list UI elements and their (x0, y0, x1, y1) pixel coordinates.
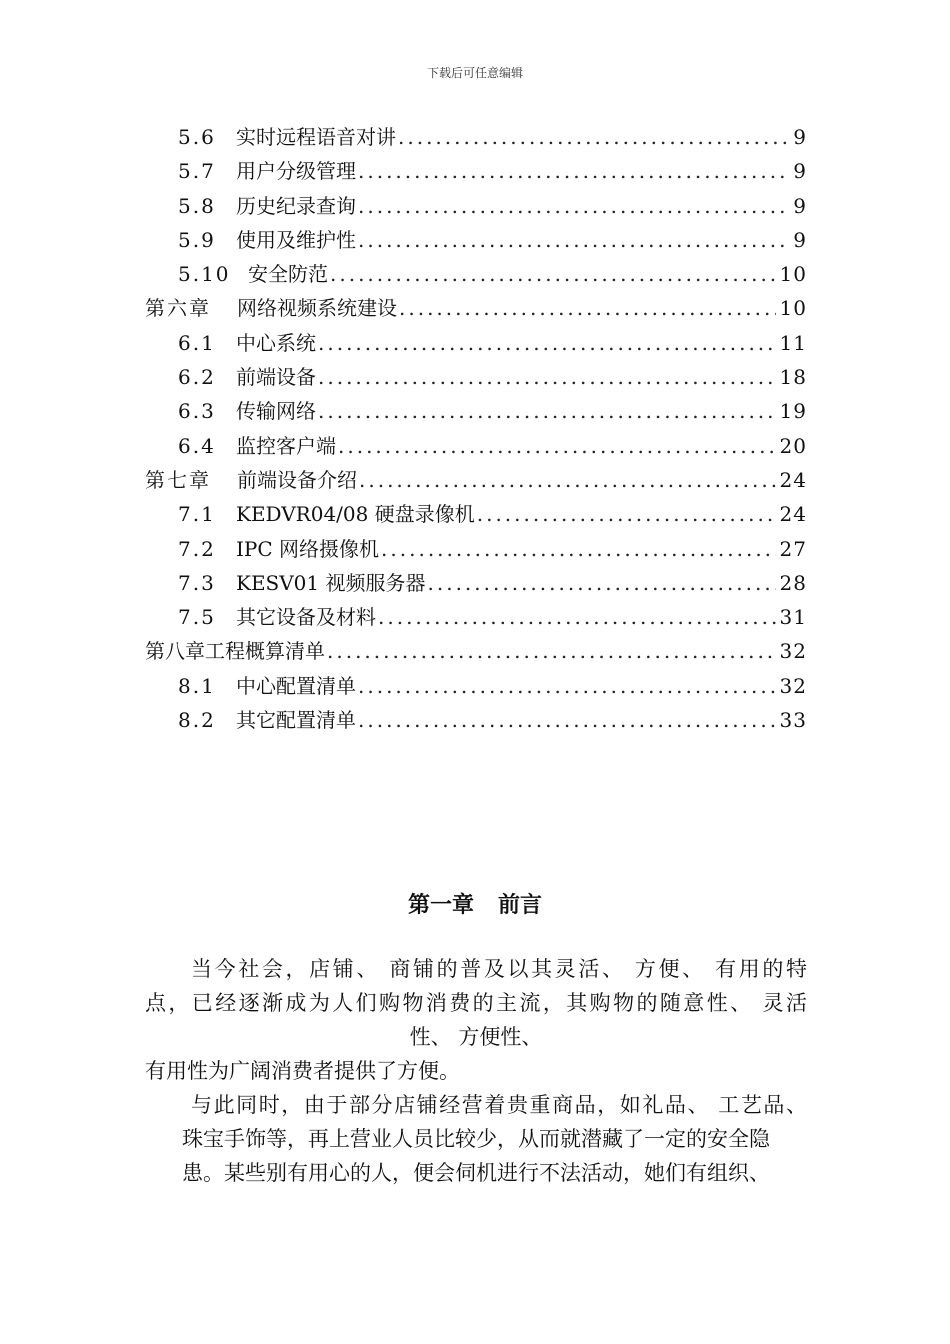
toc-entry-number: 5.10 (178, 262, 231, 287)
toc-entry-page: 32 (779, 673, 807, 698)
toc-entry[interactable] (145, 669, 807, 703)
toc-entry-number: 6.3 (178, 399, 216, 424)
toc-dot-leader (356, 703, 776, 737)
toc-entry-number: 6.1 (178, 330, 216, 355)
paragraph-line: 有用性为广阔消费者提供了方便。 (145, 1059, 460, 1083)
toc-entry-title: 实时远程语音对讲 (236, 125, 396, 149)
chapter-title: 前言 (498, 893, 543, 918)
paragraph-line: 当今社会，店铺、 商铺的普及以其灵活、 方便、 有用的特 (191, 957, 807, 981)
toc-entry-page: 10 (779, 296, 807, 321)
toc-entry-page: 20 (779, 433, 807, 458)
body-paragraph (145, 1088, 807, 1190)
toc-entry[interactable] (145, 154, 807, 188)
toc-entry-title: 网络视频系统建设 (237, 296, 397, 321)
toc-entry-page: 18 (779, 365, 807, 390)
toc-entry-number: 7.5 (178, 605, 216, 630)
toc-entry-page: 24 (779, 467, 807, 492)
toc-entry-number: 8.2 (178, 708, 216, 733)
toc-dot-leader (397, 291, 776, 325)
toc-entry-title: 用户分级管理 (236, 159, 356, 184)
toc-entry-number: 5.8 (178, 193, 216, 218)
toc-entry-page: 11 (779, 330, 807, 355)
toc-entry-number: 第七章 (145, 467, 211, 492)
toc-entry-title: 安全防范 (248, 262, 328, 287)
body-paragraph (145, 952, 807, 1088)
paragraph-line: 性、 方便性、 (409, 1025, 543, 1049)
toc-entry-number: 5.9 (178, 227, 216, 252)
toc-entry-title: 第八章工程概算清单 (145, 639, 325, 664)
toc-dot-leader (356, 189, 789, 223)
toc-entry-page: 33 (779, 708, 807, 733)
toc-entry-page: 24 (779, 502, 807, 527)
toc-entry-page: 19 (779, 399, 807, 424)
toc-entry[interactable] (145, 257, 807, 291)
toc-dot-leader (356, 669, 776, 703)
chapter-heading (0, 888, 950, 919)
toc-dot-leader (328, 257, 776, 291)
paragraph-line: 患。某些别有用心的人，便会伺机进行不法活动，她们有组织、 (182, 1161, 770, 1185)
toc-dot-leader (426, 566, 776, 600)
toc-entry-page: 9 (793, 227, 807, 252)
toc-entry[interactable] (145, 189, 807, 223)
toc-entry-title: 前端设备 (236, 365, 316, 390)
toc-entry-page: 27 (779, 536, 807, 561)
toc-entry-page: 32 (779, 639, 807, 664)
paragraph-line: 珠宝手饰等，再上营业人员比较少，从而就潜藏了一定的安全隐 (182, 1127, 770, 1151)
toc-entry-number: 7.3 (178, 570, 216, 595)
toc-entry-number: 7.1 (178, 502, 216, 527)
toc-dot-leader (316, 360, 776, 394)
chapter-number: 第一章 (407, 893, 474, 918)
toc-entry[interactable] (145, 497, 807, 531)
page-header: 下载后可任意编辑 (426, 66, 523, 80)
toc-entry-page: 31 (779, 605, 807, 630)
paragraph-line: 与此同时，由于部分店铺经营着贵重商品，如礼品、 工艺品、 (191, 1093, 807, 1117)
toc-entry-number: 5.7 (178, 159, 216, 184)
toc-entry[interactable] (145, 360, 807, 394)
toc-entry[interactable] (145, 326, 807, 360)
toc-entry-title: KESV01 视频服务器 (236, 570, 426, 595)
toc-entry-title: 其它设备及材料 (236, 605, 376, 630)
toc-dot-leader (376, 600, 776, 634)
toc-dot-leader (316, 394, 776, 428)
toc-dot-leader (325, 634, 776, 668)
toc-dot-leader (336, 429, 776, 463)
toc-entry-number: 8.1 (178, 673, 216, 698)
toc-dot-leader (316, 326, 776, 360)
toc-entry-title: 其它配置清单 (236, 708, 356, 733)
toc-entry[interactable] (145, 532, 807, 566)
toc-entry[interactable] (145, 566, 807, 600)
toc-dot-leader (379, 532, 776, 566)
toc-entry-page: 9 (793, 159, 807, 184)
toc-entry[interactable] (145, 429, 807, 463)
toc-dot-leader (396, 120, 789, 154)
toc-entry[interactable] (145, 634, 807, 668)
paragraph-line: 点，已经逐渐成为人们购物消费的主流，其购物的随意性、 灵活 (145, 991, 807, 1015)
toc-entry-number: 6.2 (178, 365, 216, 390)
toc-entry[interactable] (145, 223, 807, 257)
toc-entry[interactable] (145, 600, 807, 634)
toc-entry-number: 6.4 (178, 433, 216, 458)
toc-entry[interactable] (145, 463, 807, 497)
table-of-contents (145, 120, 807, 737)
toc-entry[interactable] (145, 120, 807, 154)
toc-dot-leader (357, 463, 776, 497)
toc-entry-title: 历史纪录查询 (236, 193, 356, 218)
toc-entry-title: IPC 网络摄像机 (236, 536, 380, 561)
toc-entry-title: 使用及维护性 (236, 227, 356, 252)
toc-entry-title: 中心配置清单 (236, 673, 356, 698)
toc-entry-number: 5.6 (178, 125, 216, 149)
toc-entry[interactable] (145, 703, 807, 737)
toc-entry-number: 7.2 (178, 536, 216, 561)
toc-dot-leader (356, 154, 789, 188)
toc-entry-title: 监控客户端 (236, 433, 336, 458)
toc-entry-title: KEDVR04/08 硬盘录像机 (236, 502, 475, 527)
toc-dot-leader (475, 497, 776, 531)
toc-entry[interactable] (145, 291, 807, 325)
toc-entry-page: 9 (793, 193, 807, 218)
toc-entry-page: 28 (779, 570, 807, 595)
toc-entry-page: 9 (793, 125, 807, 149)
toc-entry-number: 第六章 (145, 296, 211, 321)
toc-entry-page: 10 (779, 262, 807, 287)
toc-entry[interactable] (145, 394, 807, 428)
toc-entry-title: 中心系统 (236, 330, 316, 355)
toc-entry-title: 前端设备介绍 (237, 467, 357, 492)
toc-dot-leader (356, 223, 789, 257)
toc-entry-title: 传输网络 (236, 399, 316, 424)
